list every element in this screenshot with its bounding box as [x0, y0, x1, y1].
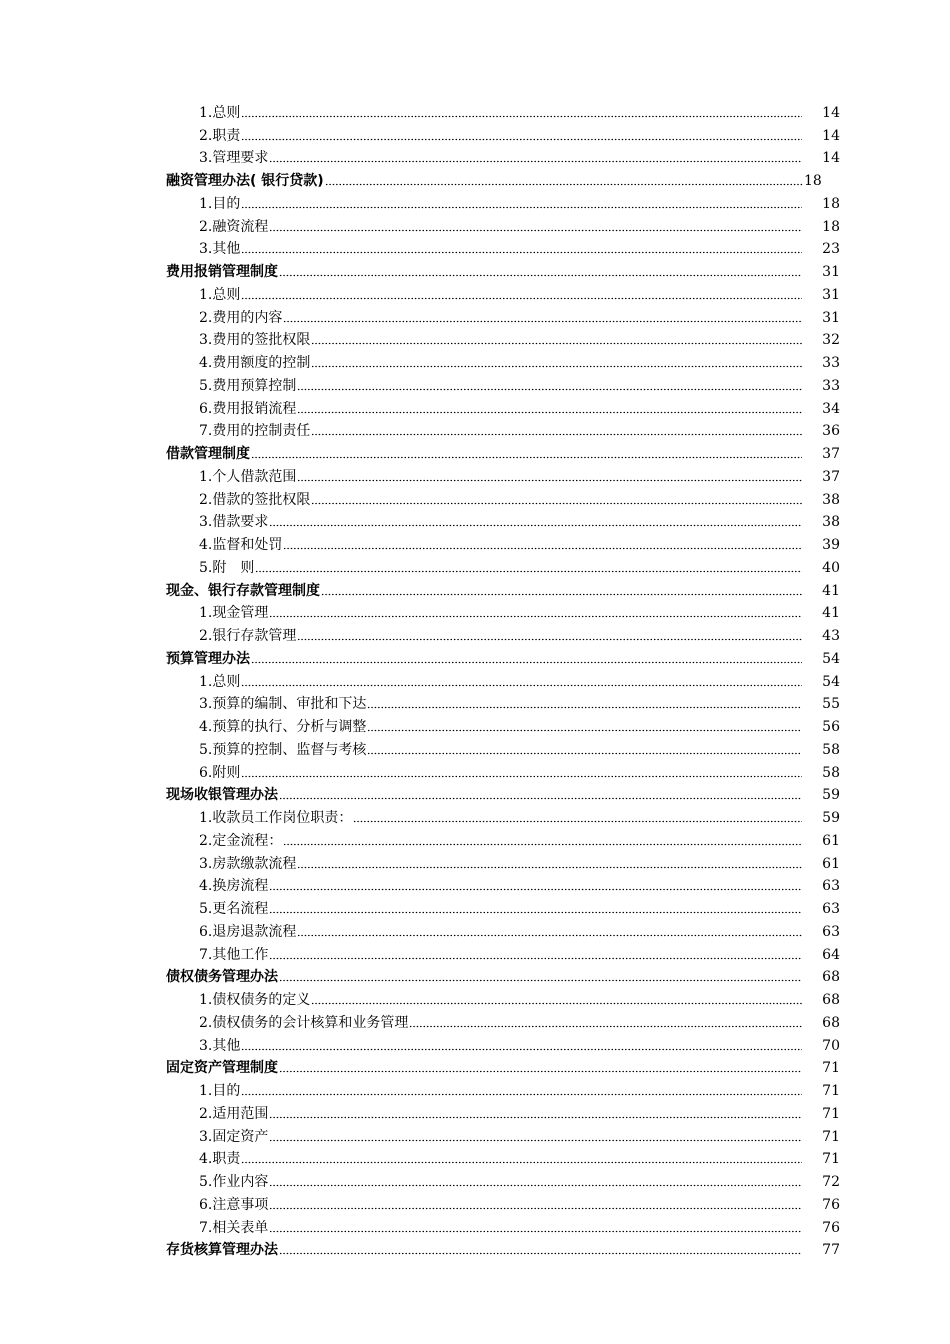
toc-page-number: 64: [822, 946, 840, 963]
toc-section-entry[interactable]: [166, 782, 840, 805]
toc-subsection-entry[interactable]: [166, 281, 840, 304]
toc-subsection-entry[interactable]: [166, 372, 840, 395]
toc-subsection-entry[interactable]: [166, 873, 840, 896]
dot-leader: [269, 222, 802, 232]
dot-leader: [255, 563, 802, 573]
toc-page-number: 71: [822, 1151, 840, 1168]
toc-page-number: 63: [822, 878, 840, 895]
dot-leader: [325, 176, 804, 186]
toc-subsection-entry[interactable]: [166, 1214, 840, 1237]
toc-page-number: 37: [822, 446, 840, 462]
dot-leader: [283, 836, 802, 846]
toc-section-entry[interactable]: [166, 258, 840, 281]
toc-page-number: 54: [822, 650, 840, 667]
toc-page-number: 77: [822, 1242, 840, 1259]
toc-section-entry[interactable]: [166, 1237, 840, 1260]
toc-page-number: 34: [822, 400, 840, 417]
toc-entry-label: 固定资产管理制度: [166, 1060, 278, 1077]
toc-page-number: 41: [822, 605, 840, 622]
dot-leader: [297, 927, 802, 937]
toc-page-number: 58: [822, 764, 840, 781]
toc-section-entry[interactable]: [166, 964, 840, 987]
dot-leader: [241, 131, 802, 141]
toc-page-number: 71: [822, 1128, 840, 1145]
dot-leader: [311, 995, 802, 1005]
toc-page-number: 68: [822, 969, 840, 986]
toc-entry-label: 2.银行存款管理: [199, 628, 297, 644]
dot-leader: [297, 472, 802, 482]
toc-section-entry[interactable]: [166, 1055, 840, 1078]
toc-entry-label: 4.换房流程: [199, 878, 269, 895]
toc-page-number: 18: [822, 195, 840, 212]
toc-entry-label: 3.其他: [199, 1037, 241, 1054]
toc-entry-label: 2.费用的内容: [199, 309, 283, 326]
toc-page-number: 32: [822, 332, 840, 349]
toc-subsection-entry[interactable]: [166, 395, 840, 418]
toc-page-number: 71: [822, 1105, 840, 1122]
toc-subsection-entry[interactable]: [166, 1009, 840, 1032]
toc-page-number: 33: [822, 355, 840, 371]
toc-page-number: 63: [822, 901, 840, 917]
toc-subsection-entry[interactable]: [166, 509, 840, 532]
dot-leader: [297, 859, 802, 869]
toc-entry-label: 3.管理要求: [199, 150, 269, 167]
toc-entry-label: 3.固定资产: [199, 1128, 269, 1145]
toc-section-entry[interactable]: [166, 577, 840, 600]
toc-page-number: 59: [822, 787, 840, 804]
toc-subsection-entry[interactable]: [166, 1032, 840, 1055]
toc-entry-label: 1.总则: [199, 286, 241, 303]
toc-page-number: 56: [822, 719, 840, 735]
dot-leader: [241, 677, 802, 687]
dot-leader: [283, 313, 802, 323]
dot-leader: [279, 790, 802, 800]
toc-entry-label: 2.借款的签批权限: [199, 491, 311, 508]
toc-subsection-entry[interactable]: [166, 736, 840, 759]
toc-subsection-entry[interactable]: [166, 1168, 840, 1191]
toc-section-entry[interactable]: [166, 645, 840, 668]
toc-subsection-entry[interactable]: [166, 1100, 840, 1123]
toc-entry-label: 3.房款缴款流程: [199, 855, 297, 872]
dot-leader: [367, 699, 802, 709]
dot-leader: [311, 495, 802, 505]
dot-leader: [269, 1177, 802, 1187]
toc-subsection-entry[interactable]: [166, 304, 840, 327]
toc-page-number: 39: [822, 537, 840, 553]
dot-leader: [241, 108, 802, 118]
dot-leader: [241, 290, 802, 300]
toc-subsection-entry[interactable]: [166, 691, 840, 714]
toc-page-number: 36: [822, 423, 840, 440]
toc-page-number: 63: [822, 923, 840, 940]
toc-entry-label: 1.目的: [199, 1083, 241, 1099]
dot-leader: [251, 654, 802, 664]
dot-leader: [269, 1200, 802, 1210]
dot-leader: [321, 586, 802, 596]
toc-page-number: 58: [822, 741, 840, 758]
toc-entry-label: 5.更名流程: [199, 901, 269, 917]
toc-subsection-entry[interactable]: [166, 941, 840, 964]
toc-entry-label: 1.总则: [199, 673, 241, 690]
toc-page-number: 14: [822, 127, 840, 144]
dot-leader: [409, 1018, 802, 1028]
toc-entry-label: 3.预算的编制、审批和下达: [199, 696, 367, 713]
toc-entry-label: 1.个人借款范围: [199, 468, 297, 485]
dot-leader: [297, 381, 802, 391]
toc-entry-label: 2.适用范围: [199, 1105, 269, 1122]
toc-page-number: 31: [822, 286, 840, 303]
dot-leader: [367, 722, 802, 732]
toc-section-entry[interactable]: [166, 167, 840, 190]
toc-page-number: 14: [822, 104, 840, 121]
toc-subsection-entry[interactable]: [166, 554, 840, 577]
toc-subsection-entry[interactable]: [166, 531, 840, 554]
toc-subsection-entry[interactable]: [166, 418, 840, 441]
dot-leader: [279, 1063, 802, 1073]
toc-page-number: 55: [822, 696, 840, 713]
toc-subsection-entry[interactable]: [166, 349, 840, 372]
toc-page-number: 70: [822, 1037, 840, 1054]
toc-subsection-entry[interactable]: [166, 122, 840, 145]
toc-page-number: 18: [804, 173, 822, 189]
toc-section-entry[interactable]: [166, 440, 840, 463]
toc-page-number: 31: [822, 309, 840, 326]
dot-leader: [311, 426, 802, 436]
toc-subsection-entry[interactable]: [166, 1191, 840, 1214]
toc-subsection-entry[interactable]: [166, 986, 840, 1009]
dot-leader: [241, 244, 802, 254]
toc-subsection-entry[interactable]: [166, 190, 840, 213]
toc-entry-label: 2.定金流程：: [199, 832, 283, 849]
toc-entry-label: 存货核算管理办法: [166, 1242, 278, 1259]
dot-leader: [283, 540, 802, 550]
toc-subsection-entry[interactable]: [166, 827, 840, 850]
dot-leader: [269, 608, 802, 618]
dot-leader: [297, 404, 802, 414]
toc-page-number: 68: [822, 1014, 840, 1031]
dot-leader: [241, 768, 802, 778]
toc-entry-label: 5.预算的控制、监督与考核: [199, 741, 367, 758]
toc-subsection-entry[interactable]: [166, 850, 840, 873]
dot-leader: [269, 904, 802, 914]
toc-subsection-entry[interactable]: [166, 99, 840, 122]
toc-page-number: 31: [822, 264, 840, 280]
toc-entry-label: 4.职责: [199, 1151, 241, 1168]
toc-subsection-entry[interactable]: [166, 713, 840, 736]
toc-subsection-entry[interactable]: [166, 327, 840, 350]
dot-leader: [353, 813, 802, 823]
toc-entry-label: 预算管理办法: [166, 650, 250, 667]
toc-entry-label: 6.费用报销流程: [199, 400, 297, 417]
toc-page-number: 68: [822, 992, 840, 1008]
dot-leader: [241, 199, 802, 209]
toc-entry-label: 费用报销管理制度: [166, 264, 278, 280]
dot-leader: [297, 631, 802, 641]
table-of-contents: [166, 99, 840, 1259]
toc-subsection-entry[interactable]: [166, 600, 840, 623]
dot-leader: [269, 517, 802, 527]
toc-entry-label: 4.费用额度的控制: [199, 355, 311, 371]
dot-leader: [241, 1154, 802, 1164]
toc-entry-label: 1.目的: [199, 195, 241, 212]
toc-entry-label: 7.费用的控制责任: [199, 423, 311, 440]
toc-subsection-entry[interactable]: [166, 622, 840, 645]
dot-leader: [367, 745, 802, 755]
toc-entry-label: 2.融资流程: [199, 218, 269, 235]
dot-leader: [311, 335, 802, 345]
dot-leader: [269, 1132, 802, 1142]
toc-page-number: 41: [822, 582, 840, 599]
toc-page-number: 54: [822, 673, 840, 690]
dot-leader: [279, 972, 802, 982]
dot-leader: [241, 1041, 802, 1051]
toc-entry-label: 1.现金管理: [199, 605, 269, 622]
toc-page-number: 43: [822, 628, 840, 644]
toc-page-number: 71: [822, 1083, 840, 1099]
dot-leader: [279, 1245, 802, 1255]
dot-leader: [269, 950, 802, 960]
toc-entry-label: 3.其他: [199, 241, 241, 258]
toc-page-number: 76: [822, 1196, 840, 1213]
toc-subsection-entry[interactable]: [166, 486, 840, 509]
toc-entry-label: 债权债务管理办法: [166, 969, 278, 986]
toc-entry-label: 4.预算的执行、分析与调整: [199, 719, 367, 735]
dot-leader: [311, 358, 802, 368]
toc-subsection-entry[interactable]: [166, 759, 840, 782]
dot-leader: [241, 1086, 802, 1096]
toc-subsection-entry[interactable]: [166, 463, 840, 486]
dot-leader: [269, 1109, 802, 1119]
toc-page-number: 71: [822, 1060, 840, 1077]
toc-page-number: 61: [822, 855, 840, 872]
toc-page-number: 61: [822, 832, 840, 849]
toc-subsection-entry[interactable]: [166, 1146, 840, 1169]
toc-entry-label: 2.职责: [199, 127, 241, 144]
toc-entry-label: 融资管理办法( 银行贷款): [166, 173, 324, 189]
toc-subsection-entry[interactable]: [166, 895, 840, 918]
toc-subsection-entry[interactable]: [166, 236, 840, 259]
toc-page-number: 37: [822, 468, 840, 485]
toc-entry-label: 1.债权债务的定义: [199, 992, 311, 1008]
toc-entry-label: 3.借款要求: [199, 514, 269, 531]
dot-leader: [269, 1223, 802, 1233]
toc-entry-label: 4.监督和处罚: [199, 537, 283, 553]
dot-leader: [269, 153, 802, 163]
toc-entry-label: 1.总则: [199, 104, 241, 121]
toc-page-number: 14: [822, 150, 840, 167]
toc-entry-label: 6.注意事项: [199, 1196, 269, 1213]
toc-entry-label: 现金、银行存款管理制度: [166, 582, 320, 599]
toc-subsection-entry[interactable]: [166, 1123, 840, 1146]
toc-page-number: 38: [822, 491, 840, 508]
toc-subsection-entry[interactable]: [166, 668, 840, 691]
dot-leader: [251, 449, 802, 459]
toc-entry-label: 5.附 则: [199, 559, 255, 576]
toc-entry-label: 3.费用的签批权限: [199, 332, 311, 349]
toc-entry-label: 7.相关表单: [199, 1219, 269, 1236]
toc-entry-label: 5.费用预算控制: [199, 377, 297, 394]
dot-leader: [279, 267, 802, 277]
toc-subsection-entry[interactable]: [166, 804, 840, 827]
toc-entry-label: 借款管理制度: [166, 446, 250, 462]
toc-page-number: 33: [822, 377, 840, 394]
toc-page-number: 72: [822, 1174, 840, 1190]
toc-subsection-entry[interactable]: [166, 145, 840, 168]
toc-page-number: 18: [822, 218, 840, 235]
toc-subsection-entry[interactable]: [166, 918, 840, 941]
toc-entry-label: 现场收银管理办法: [166, 787, 278, 804]
toc-page-number: 59: [822, 810, 840, 826]
toc-entry-label: 5.作业内容: [199, 1174, 269, 1190]
dot-leader: [269, 881, 802, 891]
toc-page-number: 38: [822, 514, 840, 531]
toc-subsection-entry[interactable]: [166, 213, 840, 236]
toc-entry-label: 6.附则: [199, 764, 241, 781]
toc-subsection-entry[interactable]: [166, 1077, 840, 1100]
toc-page-number: 40: [822, 559, 840, 576]
toc-entry-label: 6.退房退款流程: [199, 923, 297, 940]
toc-page-number: 76: [822, 1219, 840, 1236]
toc-entry-label: 1.收款员工作岗位职责：: [199, 810, 353, 826]
toc-entry-label: 2.债权债务的会计核算和业务管理: [199, 1014, 409, 1031]
toc-entry-label: 7.其他工作: [199, 946, 269, 963]
toc-page-number: 23: [822, 241, 840, 258]
